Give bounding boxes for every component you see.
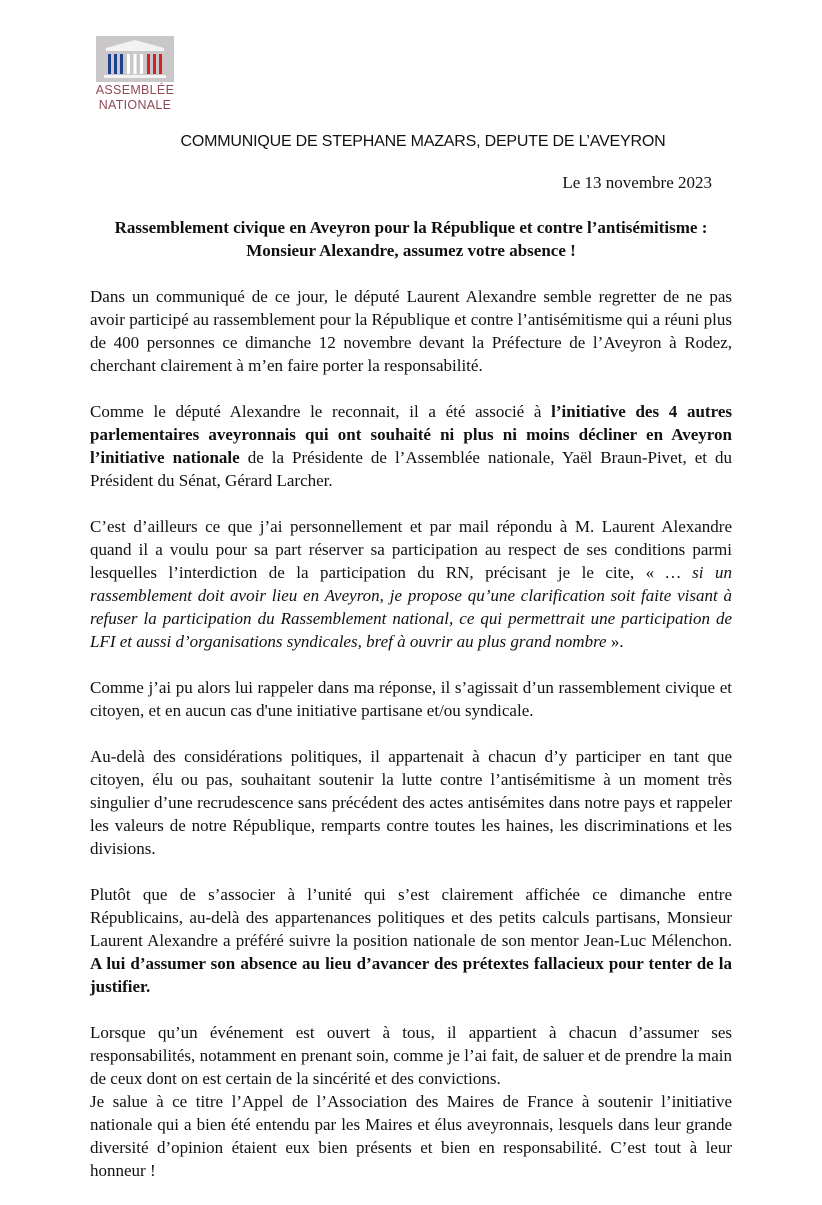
document-date: Le 13 novembre 2023 [562, 173, 712, 192]
paragraph-1: Dans un communiqué de ce jour, le député Laurent Alexandre semble regretter de ne pas avoir participé au rassemblement pour la République et contre l’antisémitisme qui a réuni plus de 400 personnes ce dimanche 12 novembre devant la Préfecture de l’Aveyron à Rodez, cherchant clairement à m’en faire porter la responsabilité. [90, 287, 732, 375]
paragraph-3-quote: … si un rassemblement doit avoir lieu en Aveyron, je propose qu’une clarification soit faite visant à refuser la participation du Rassemblement national, ce qui permettrait une participation de LFI et aussi d’organisations syndicales, bref à ouvrir au plus grand nombre [90, 563, 732, 651]
assemblee-nationale-logo [93, 36, 177, 112]
paragraph-3 [90, 515, 732, 653]
paragraph-4: Comme j’ai pu alors lui rappeler dans ma réponse, il s’agissait d’un rassemblement civique et citoyen, et en aucun cas d'une initiative partisane et/ou syndicale. [90, 678, 732, 720]
paragraph-2-bold: l’initiative des 4 autres parlementaires aveyronnais qui ont souhaité ni plus ni moins décliner en Aveyron l’initiative nationale [90, 402, 732, 467]
logo-text-line2: NATIONALE [98, 98, 172, 112]
subject-line-1: Rassemblement civique en Aveyron pour la République et contre l’antisémitisme : [114, 218, 708, 237]
paragraph-5: Au-delà des considérations politiques, il appartenait à chacun d’y participer en tant que citoyen, élu ou pas, souhaitant soutenir la lutte contre l’antisémitisme à un moment très singulier d’une recrudescence sans précédent des actes antisémites dans notre pays et rappeler les valeurs de notre République, remparts contre toutes les haines, les discriminations et les divisions. [90, 747, 732, 858]
paragraph-2-text-c: de la Présidente de l’Assemblée nationale, Yaël Braun-Pivet, et du Président du Sénat, Gérard Larcher. [90, 448, 732, 490]
paragraph-7: Lorsque qu’un événement est ouvert à tous, il appartient à chacun d’assumer ses responsabilités, notamment en prenant soin, comme je l’ai fait, de saluer et de prendre la main de ceux dont on est certain de la sincérité et des convictions. [90, 1023, 732, 1088]
paragraph-3-text-a: C’est d’ailleurs ce que j’ai personnellement et par mail répondu à M. Laurent Alexandre quand il a voulu pour sa part réserver sa participation au respect de ses conditions parmi lesquelles l’interdiction de la participation du RN, précisant je le cite, « [90, 517, 732, 582]
subject-line-2: Monsieur Alexandre, assumez votre absence ! [246, 241, 576, 260]
logo-text-line1: ASSEMBLÉE [95, 83, 175, 97]
paragraph-8: Je salue à ce titre l’Appel de l’Association des Maires de France à soutenir l’initiative nationale qui a bien été entendu par les Maires et élus aveyronnais, lesquels dans leur grande diversité d’opinion étaient eux bien présents et bien en responsabilité. C’est tout à leur honneur ! [90, 1092, 732, 1180]
communique-title: COMMUNIQUE DE STEPHANE MAZARS, DEPUTE DE L’AVEYRON [180, 133, 666, 150]
subject-heading [90, 216, 732, 262]
paragraph-2 [90, 400, 732, 492]
paragraph-6-bold: A lui d’assumer son absence au lieu d’avancer des prétextes fallacieux pour tenter de la justifier. [90, 954, 732, 996]
paragraph-2-text-a: Comme le député Alexandre le reconnait, il a été associé à [90, 402, 552, 421]
hemicycle-emblem-icon [96, 36, 174, 82]
paragraph-3-text-c: ». [606, 632, 624, 651]
paragraph-6-text-a: Plutôt que de s’associer à l’unité qui s’est clairement affichée ce dimanche entre Républicains, au-delà des appartenances politiques et des petits calculs partisans, Monsieur Laurent Alexandre a préféré suivre la position nationale de son mentor Jean-Luc Mélenchon. [90, 885, 732, 950]
paragraph-6 [90, 883, 732, 998]
communique-body [90, 285, 732, 1205]
